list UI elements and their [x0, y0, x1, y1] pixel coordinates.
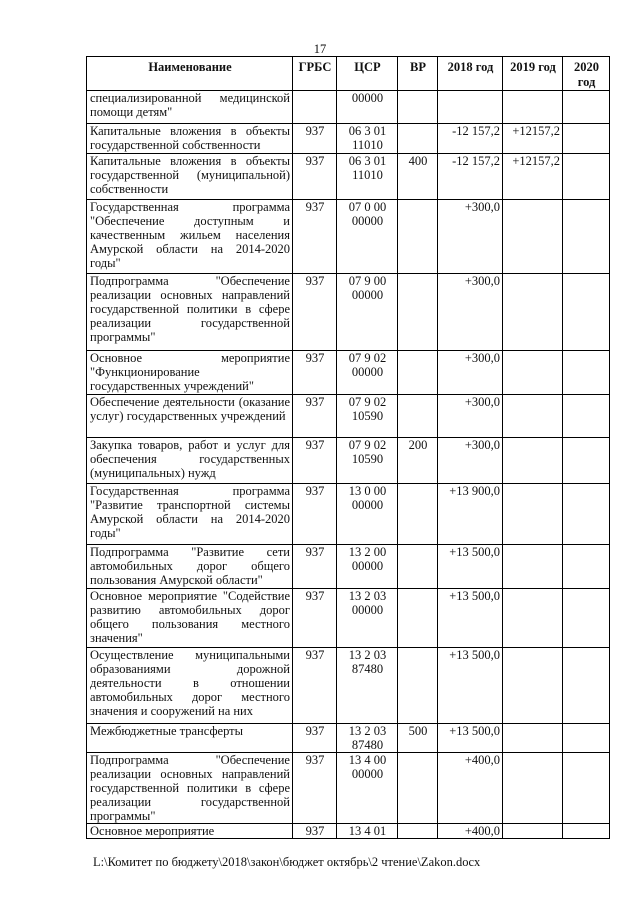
- cell-2020: [563, 648, 610, 724]
- cell-2020: [563, 824, 610, 839]
- cell-name: Закупка товаров, работ и услуг для обеспечения государственных (муниципальных) нужд: [87, 438, 293, 484]
- table-header-row: [87, 57, 610, 91]
- cell-vr: [398, 395, 438, 438]
- table-row: [87, 274, 610, 351]
- cell-2020: [563, 395, 610, 438]
- cell-vr: [398, 545, 438, 589]
- cell-name: Капитальные вложения в объекты государственной (муниципальной) собственности: [87, 154, 293, 200]
- cell-vr: [398, 824, 438, 839]
- cell-grbs: 937: [293, 484, 337, 545]
- cell-name: специализированной медицинской помощи детям": [87, 91, 293, 124]
- cell-grbs: 937: [293, 124, 337, 154]
- cell-2019: [503, 351, 563, 395]
- cell-2020: [563, 753, 610, 824]
- cell-2020: [563, 545, 610, 589]
- cell-csr: 13 2 00 00000: [337, 545, 398, 589]
- cell-grbs: [293, 91, 337, 124]
- cell-2020: [563, 724, 610, 753]
- cell-grbs: 937: [293, 200, 337, 274]
- cell-2020: [563, 91, 610, 124]
- cell-2019: [503, 395, 563, 438]
- cell-grbs: 937: [293, 274, 337, 351]
- cell-grbs: 937: [293, 724, 337, 753]
- cell-2019: [503, 824, 563, 839]
- cell-csr: 13 0 00 00000: [337, 484, 398, 545]
- cell-2018: +13 500,0: [438, 545, 503, 589]
- cell-csr: 07 0 00 00000: [337, 200, 398, 274]
- cell-name: Основное мероприятие "Содействие развитию автомобильных дорог общего пользования местного значения": [87, 589, 293, 648]
- table-row: [87, 351, 610, 395]
- cell-2018: +400,0: [438, 753, 503, 824]
- cell-grbs: 937: [293, 395, 337, 438]
- table-row: [87, 124, 610, 154]
- cell-vr: [398, 753, 438, 824]
- table-row: [87, 484, 610, 545]
- cell-2018: +300,0: [438, 395, 503, 438]
- cell-2018: -12 157,2: [438, 124, 503, 154]
- cell-2018: +13 500,0: [438, 589, 503, 648]
- cell-vr: [398, 484, 438, 545]
- cell-vr: 200: [398, 438, 438, 484]
- cell-2019: [503, 438, 563, 484]
- cell-csr: 07 9 02 10590: [337, 395, 398, 438]
- col-header-vr: ВР: [398, 57, 438, 91]
- cell-2019: [503, 274, 563, 351]
- cell-2019: [503, 91, 563, 124]
- cell-csr: 13 4 00 00000: [337, 753, 398, 824]
- col-header-name: Наименование: [87, 57, 293, 91]
- cell-vr: [398, 91, 438, 124]
- cell-2019: [503, 589, 563, 648]
- cell-2019: [503, 200, 563, 274]
- cell-2020: [563, 589, 610, 648]
- table-row: [87, 438, 610, 484]
- footer-file-path: L:\Комитет по бюджету\2018\закон\бюджет октябрь\2 чтение\Zakon.docx: [93, 855, 481, 869]
- cell-2020: [563, 200, 610, 274]
- cell-vr: [398, 124, 438, 154]
- cell-csr: 06 3 01 11010: [337, 154, 398, 200]
- cell-2019: +12157,2: [503, 124, 563, 154]
- cell-vr: 400: [398, 154, 438, 200]
- cell-2020: [563, 351, 610, 395]
- cell-grbs: 937: [293, 753, 337, 824]
- cell-csr: 07 9 02 10590: [337, 438, 398, 484]
- cell-2020: [563, 124, 610, 154]
- cell-name: Подпрограмма "Развитие сети автомобильных дорог общего пользования Амурской области": [87, 545, 293, 589]
- cell-grbs: 937: [293, 648, 337, 724]
- table-row: [87, 200, 610, 274]
- cell-2020: [563, 274, 610, 351]
- cell-name: Осуществление муниципальными образованиями дорожной деятельности в отношении автомобильных дорог местного значения и сооружений на них: [87, 648, 293, 724]
- table-row: [87, 395, 610, 438]
- cell-csr: 13 2 03 87480: [337, 724, 398, 753]
- cell-2018: [438, 91, 503, 124]
- cell-name: Обеспечение деятельности (оказание услуг) государственных учреждений: [87, 395, 293, 438]
- cell-vr: [398, 274, 438, 351]
- table-row: [87, 154, 610, 200]
- cell-grbs: 937: [293, 154, 337, 200]
- cell-name: Капитальные вложения в объекты государственной собственности: [87, 124, 293, 154]
- cell-2018: -12 157,2: [438, 154, 503, 200]
- table-row: [87, 648, 610, 724]
- cell-grbs: 937: [293, 438, 337, 484]
- cell-2019: [503, 545, 563, 589]
- cell-2018: +300,0: [438, 200, 503, 274]
- budget-table: [86, 56, 610, 839]
- cell-2020: [563, 154, 610, 200]
- cell-vr: [398, 200, 438, 274]
- cell-vr: [398, 351, 438, 395]
- cell-grbs: 937: [293, 545, 337, 589]
- table-row: [87, 91, 610, 124]
- cell-name: Межбюджетные трансферты: [87, 724, 293, 753]
- table-body: [87, 91, 610, 839]
- cell-2018: +300,0: [438, 274, 503, 351]
- cell-name: Основное мероприятие: [87, 824, 293, 839]
- cell-2020: [563, 438, 610, 484]
- cell-2018: +300,0: [438, 438, 503, 484]
- cell-2018: +13 500,0: [438, 648, 503, 724]
- cell-2019: [503, 753, 563, 824]
- cell-csr: 13 2 03 87480: [337, 648, 398, 724]
- cell-grbs: 937: [293, 589, 337, 648]
- cell-name: Подпрограмма "Обеспечение реализации основных направлений государственной политики в сфере реализации государственной программы": [87, 274, 293, 351]
- cell-2018: +13 900,0: [438, 484, 503, 545]
- cell-2020: [563, 484, 610, 545]
- cell-vr: [398, 648, 438, 724]
- cell-2019: +12157,2: [503, 154, 563, 200]
- cell-2019: [503, 724, 563, 753]
- cell-name: Подпрограмма "Обеспечение реализации основных направлений государственной политики в сфере реализации государственной программы": [87, 753, 293, 824]
- cell-grbs: 937: [293, 351, 337, 395]
- col-header-csr: ЦСР: [337, 57, 398, 91]
- col-header-2018: 2018 год: [438, 57, 503, 91]
- col-header-grbs: ГРБС: [293, 57, 337, 91]
- col-header-2019: 2019 год: [503, 57, 563, 91]
- cell-grbs: 937: [293, 824, 337, 839]
- table-row: [87, 753, 610, 824]
- cell-csr: 07 9 02 00000: [337, 351, 398, 395]
- cell-2019: [503, 648, 563, 724]
- page-number: 17: [313, 42, 327, 56]
- table-row: [87, 589, 610, 648]
- cell-csr: 07 9 00 00000: [337, 274, 398, 351]
- cell-2018: +300,0: [438, 351, 503, 395]
- cell-csr: 00000: [337, 91, 398, 124]
- cell-2019: [503, 484, 563, 545]
- table-row: [87, 824, 610, 839]
- cell-csr: 13 4 01: [337, 824, 398, 839]
- cell-name: Основное мероприятие "Функционирование государственных учреждений": [87, 351, 293, 395]
- cell-name: Государственная программа "Обеспечение доступным и качественным жильем населения Амурской области на 2014-2020 годы": [87, 200, 293, 274]
- cell-2018: +13 500,0: [438, 724, 503, 753]
- cell-2018: +400,0: [438, 824, 503, 839]
- cell-csr: 13 2 03 00000: [337, 589, 398, 648]
- cell-vr: [398, 589, 438, 648]
- col-header-2020: 2020 год: [563, 57, 610, 91]
- cell-vr: 500: [398, 724, 438, 753]
- cell-name: Государственная программа "Развитие транспортной системы Амурской области на 2014-2020 годы": [87, 484, 293, 545]
- table-row: [87, 724, 610, 753]
- cell-csr: 06 3 01 11010: [337, 124, 398, 154]
- table-row: [87, 545, 610, 589]
